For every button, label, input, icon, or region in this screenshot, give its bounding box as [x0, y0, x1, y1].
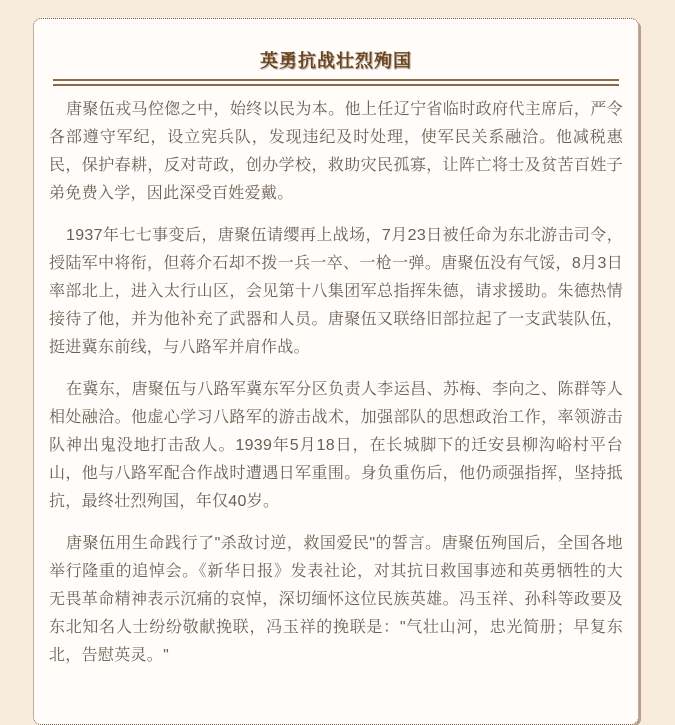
- article-body: [49, 96, 623, 670]
- article-paragraph: 在冀东，唐聚伍与八路军冀东军分区负责人李运昌、苏梅、李向之、陈群等人相处融洽。他虚心学习八路军的游击战术，加强部队的思想政治工作，率领游击队神出鬼没地打击敌人。1939年5月18日，在长城脚下的迁安县柳沟峪村平台山，他与八路军配合作战时遭遇日军重围。身负重伤后，他仍顽强指挥，坚持抵抗，最终壮烈殉国，年仅40岁。: [49, 381, 623, 510]
- page-title: 英勇抗战壮烈殉国: [260, 51, 412, 71]
- article-paragraph: 1937年七七事变后，唐聚伍请缨再上战场，7月23日被任命为东北游击司令，授陆军中将衔，但蒋介石却不拨一兵一卒、一枪一弹。唐聚伍没有气馁，8月3日率部北上，进入太行山区，会见第十八集团军总指挥朱德，请求援助。朱德热情接待了他，并为他补充了武器和人员。唐聚伍又联络旧部拉起了一支武装队伍，挺进冀东前线，与八路军并肩作战。: [49, 227, 623, 356]
- article-paragraph: 唐聚伍用生命践行了"杀敌讨逆，救国爱民"的誓言。唐聚伍殉国后，全国各地举行隆重的追悼会。《新华日报》发表社论，对其抗日救国事迹和英勇牺牲的大无畏革命精神表示沉痛的哀悼，深切缅怀这位民族英雄。冯玉祥、孙科等政要及东北知名人士纷纷敬献挽联，冯玉祥的挽联是："气壮山河，忠光简册；早复东北，告慰英灵。": [49, 535, 623, 664]
- article-card: [33, 18, 639, 725]
- article-paragraph: 唐聚伍戎马倥偬之中，始终以民为本。他上任辽宁省临时政府代主席后，严令各部遵守军纪，设立宪兵队，发现违纪及时处理，使军民关系融洽。他减税惠民，保护春耕，反对苛政，创办学校，救助灾民孤寡，让阵亡将士及贫苦百姓子弟免费入学，因此深受百姓爱戴。: [49, 101, 623, 202]
- title-divider: [53, 79, 619, 86]
